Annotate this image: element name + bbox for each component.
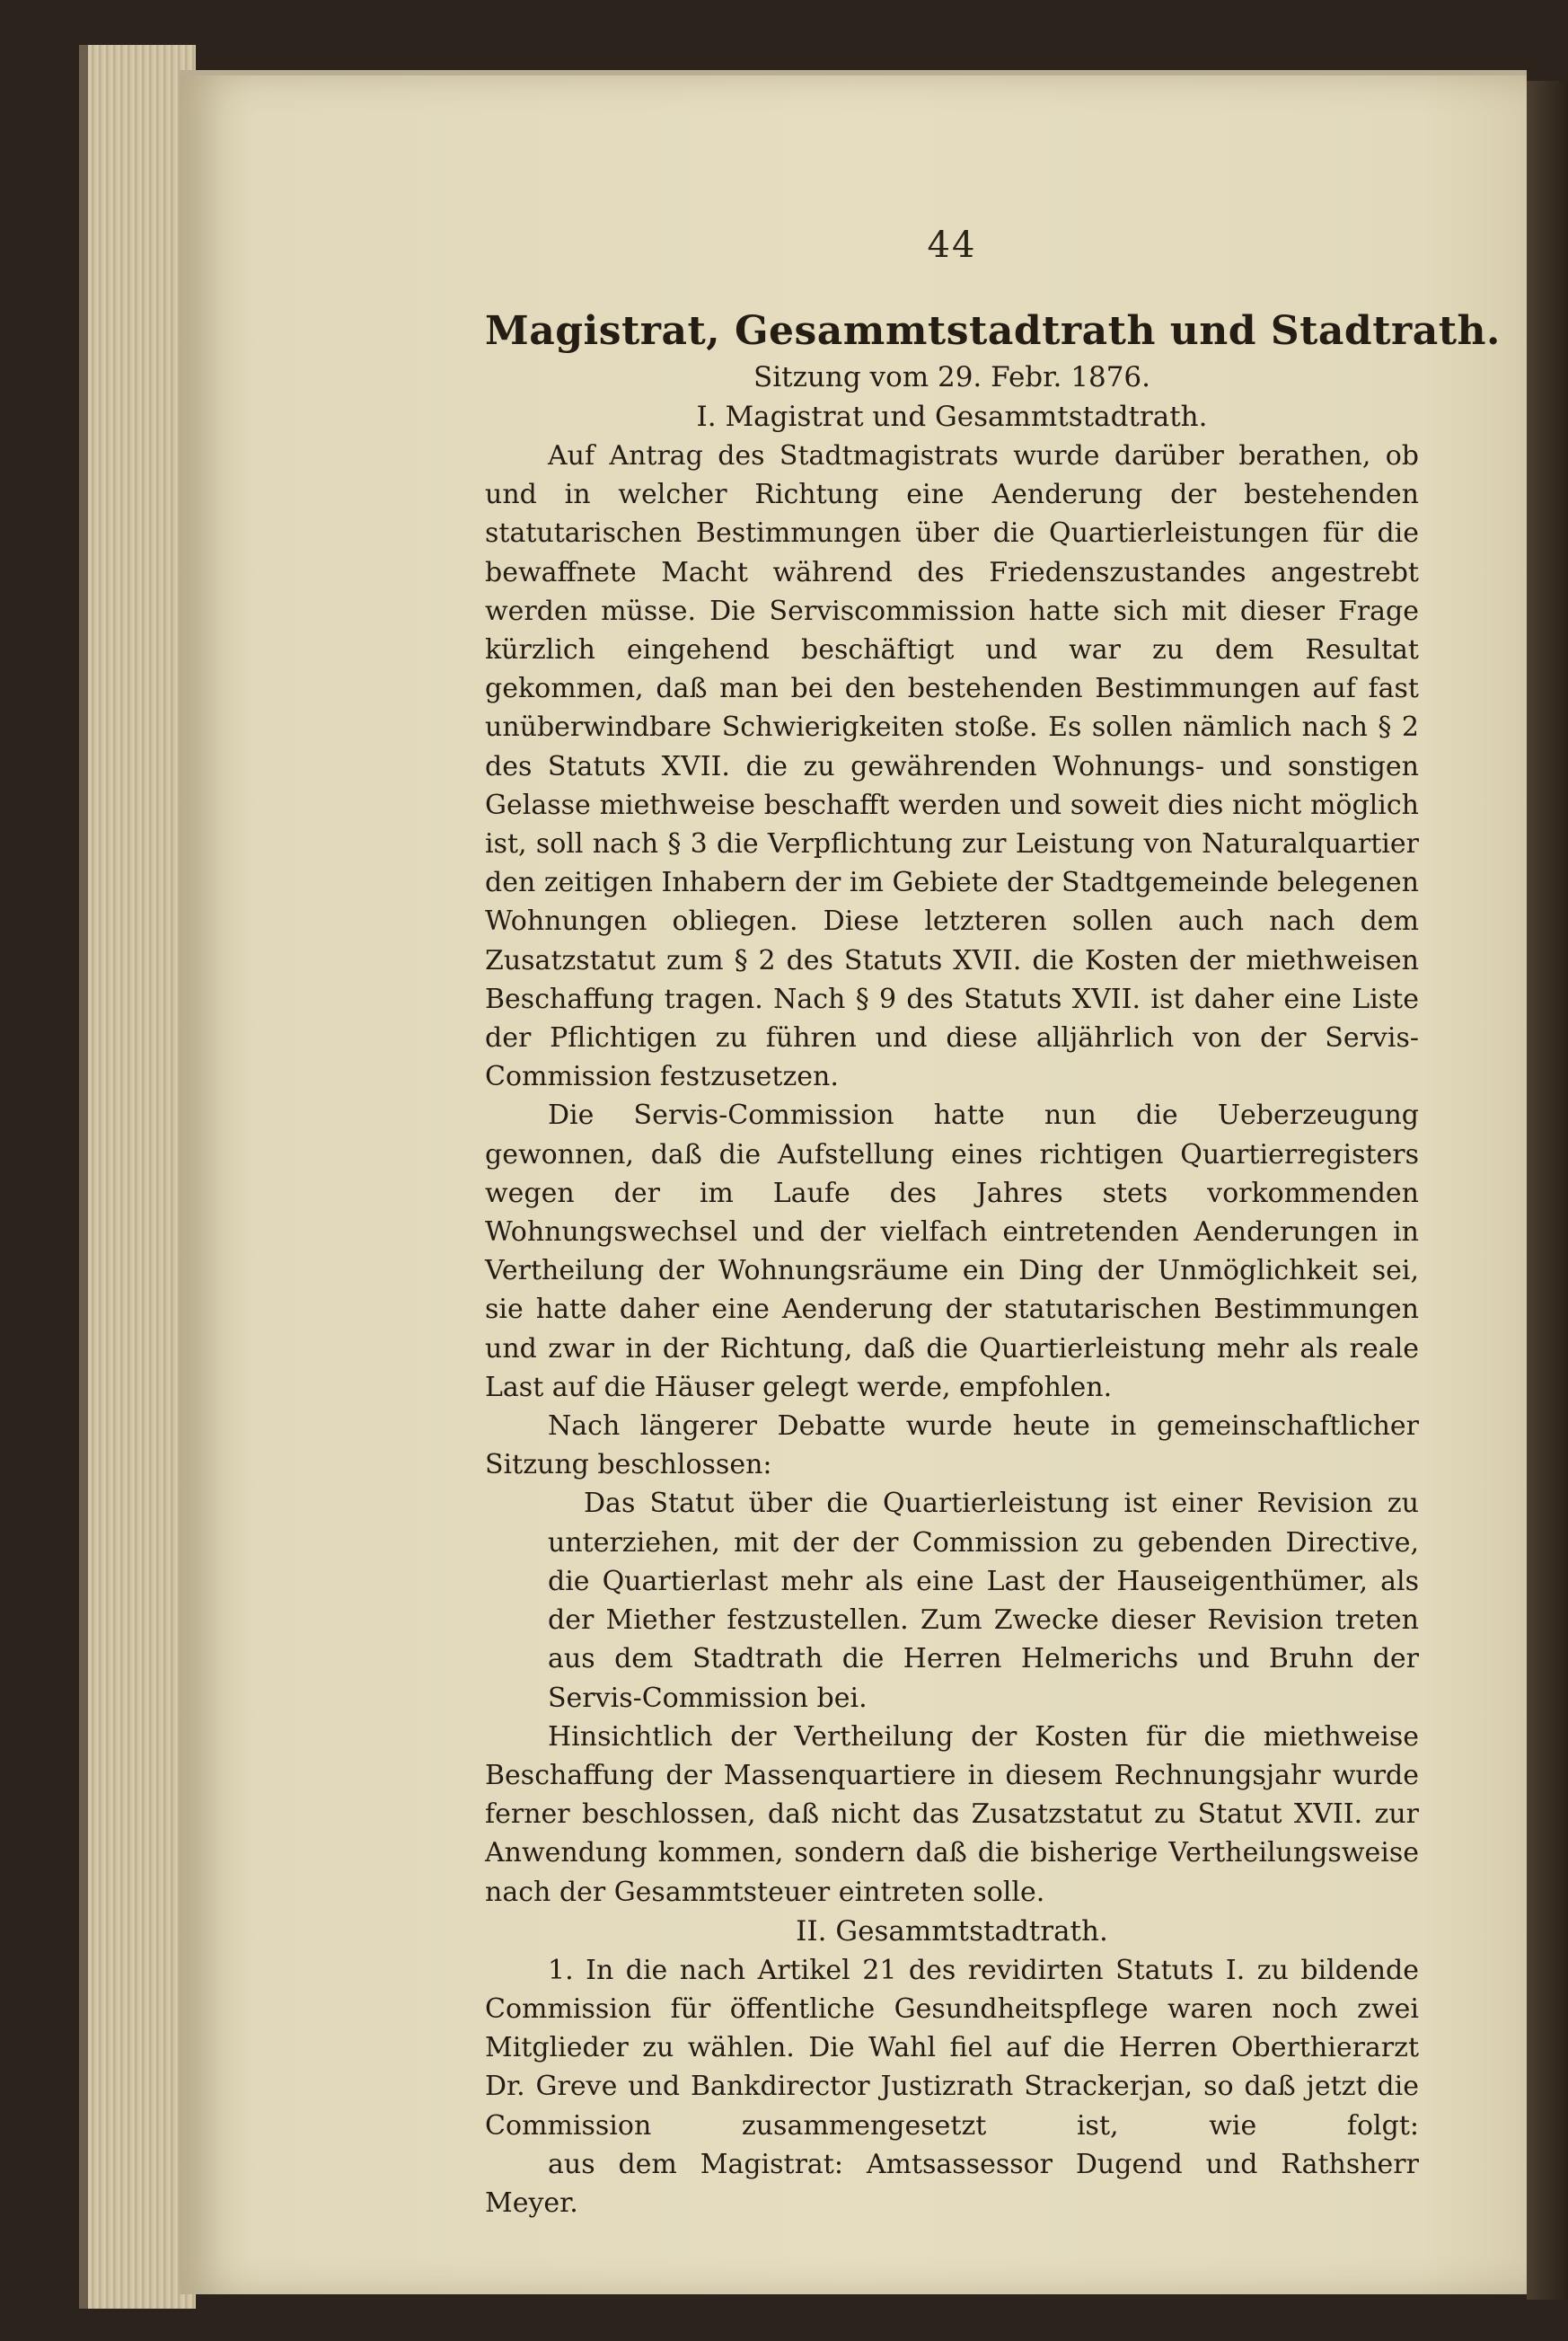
paragraph: 1. In die nach Artikel 21 des revidirten Statuts I. zu bildende Commission für öffentliche Gesundheitspflege waren noch zwei Mitglieder zu wählen. Die Wahl fiel auf die Herren Oberthierarzt Dr. Greve und Bankdirector Justizrath Strackerjan, so daß jetzt die Commission zusammengesetzt ist, wie folgt: <box>485 1954 1419 2142</box>
paragraph: Hinsichtlich der Vertheilung der Kosten für die miethweise Beschaffung der Massenquartiere in diesem Rechnungsjahr wurde ferner beschlossen, daß nicht das Zusatzstatut zu Statut XVII. zur Anwendung kommen, sondern daß die bisherige Vertheilungsweise nach der Gesammtsteuer eintreten solle. <box>485 1720 1419 1908</box>
paragraph: Die Servis-Commission hatte nun die Ueberzeugung gewonnen, daß die Aufstellung eines richtigen Quartierregisters wegen der im Laufe des Jahres stets vorkommenden Wohnungswechsel und der vielfach eintretenden Aenderungen in Vertheilung der Wohnungsräume ein Ding der Unmöglichkeit sei, sie hatte daher eine Aenderung der statutarischen Bestimmungen und zwar in der Richtung, daß die Quartierleistung mehr als reale Last auf die Häuser gelegt werde, empfohlen. <box>485 1100 1419 1403</box>
paragraph: Auf Antrag des Stadtmagistrats wurde darüber berathen, ob und in welcher Richtung eine Aenderung der bestehenden statutarischen Bestimmungen über die Quartierleistungen für die bewaffnete Macht während des Friedenszustandes angestrebt werden müsse. Die Serviscommission hatte sich mit dieser Frage kürzlich eingehend beschäftigt und war zu dem Resultat gekommen, daß man bei den bestehenden Bestimmungen auf fast unüberwindbare Schwierigkeiten stoße. Es sollen nämlich nach § 2 des Statuts XVII. die zu gewährenden Wohnungs- und sonstigen Gelasse miethweise beschafft werden und soweit dies nicht möglich ist, soll nach § 3 die Verpflichtung zur Leistung von Naturalquartier den zeitigen Inhabern der im Gebiete der Stadtgemeinde belegenen Wohnungen obliegen. Diese letzteren sollen auch nach dem Zusatzstatut zum § 2 des Statuts XVII. die Kosten der miethweisen Beschaffung tragen. Nach § 9 des Statuts XVII. ist daher eine Liste der Pflichtigen zu führen und diese alljährlich von der Servis-Commission festzusetzen. <box>485 440 1419 1093</box>
paragraph: Nach längerer Debatte wurde heute in gemeinschaftlicher Sitzung beschlossen: <box>485 1410 1419 1481</box>
page-number: 44 <box>927 225 977 266</box>
resolution-paragraph: Das Statut über die Quartierleistung ist einer Revision zu unterziehen, mit der der Commission zu gebenden Directive, die Quartierlast mehr als eine Last der Hauseigenthümer, als der Miether festzustellen. Zum Zwecke dieser Revision treten aus dem Stadtrath die Herren Helmerichs und Bruhn der Servis-Commission bei. <box>548 1488 1419 1714</box>
section-heading-two: II. Gesammtstadtrath. <box>796 1914 1108 1948</box>
paragraph-last-line: aus dem Magistrat: Amtsassessor Dugend und Rathsherr Meyer. <box>485 2148 1419 2219</box>
session-date: Sitzung vom 29. Febr. 1876. <box>753 361 1151 393</box>
page-title: Magistrat, Gesammtstadtrath und Stadtrath. <box>485 308 1501 354</box>
text-block <box>485 305 1501 2222</box>
book-cover-edge <box>1527 81 1568 2300</box>
page-edges <box>79 45 196 2309</box>
section-heading-one: I. Magistrat und Gesammtstadtrath. <box>696 401 1208 433</box>
